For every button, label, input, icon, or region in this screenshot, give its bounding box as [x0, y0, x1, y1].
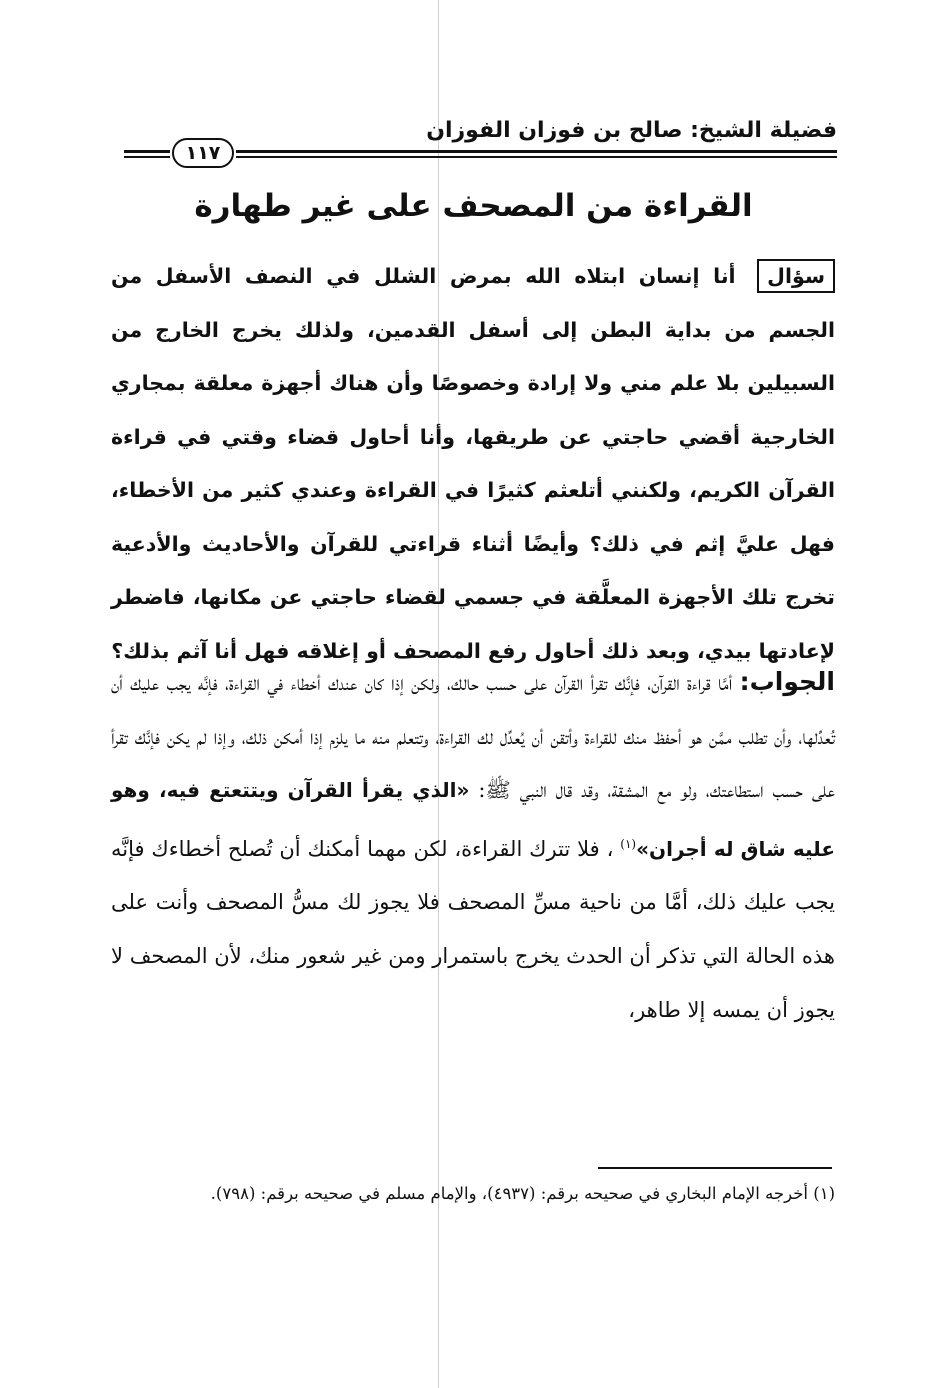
- footnote-1: (١) أخرجه الإمام البخاري في صحيحه برقم: (٤٩٣٧)، والإمام مسلم في صحيحه برقم: (٧٩٨).: [210, 1184, 835, 1203]
- page-number-badge: ١١٧: [172, 138, 234, 168]
- hadith-quote: «الذي يقرأ القرآن ويتتعتع فيه، وهو عليه شاق له أجران»: [111, 778, 835, 861]
- footnote-reference: (١): [620, 836, 637, 851]
- answer-text-part1: أمَّا قراءة القرآن، فإنَّك تقرأ القرآن على حسب حالك، ولكن إذا كان عندك أخطاء في القراءة، فإنَّه يجب عليك أن تُعدِّلها، وأن تطلب ممَّن هو أحفظ منك للقراءة وأتقن أن يُعدِّل لك القراءة، وتتعلم منه ما يلزم إذا أمكن ذلك، وإذا لم يكن فإنَّك تقرأ على حسب استطاعتك، ولو مع المشقة، وقد قال النبي ﷺ:: [111, 671, 835, 803]
- answer-text-part2: ، فلا تترك القراءة، لكن مهما أمكنك أن تُصلح أخطاءك فإنَّه يجب عليك ذلك، أمَّا من ناحية مسِّ المصحف فلا يجوز لك مسُّ المصحف وأنت على هذه الحالة التي تذكر أن الحدث يخرج باستمرار ومن غير شعور منك، لأن المصحف لا يجوز أن يمسه إلا طاهر،: [111, 836, 835, 1022]
- footnote-separator: [598, 1167, 832, 1169]
- question-paragraph: [111, 250, 835, 678]
- answer-label: الجواب:: [739, 667, 835, 696]
- question-label: سؤال: [757, 259, 835, 293]
- question-text: أنا إنسان ابتلاه الله بمرض الشلل في النصف الأسفل من الجسم من بداية البطن إلى أسفل القدمين، ولذلك يخرج الخارج من السبيلين بلا علم مني ولا إرادة وخصوصًا وأن هناك أجهزة معلقة بمجاري الخارجية أقضي حاجتي عن طريقها، وأنا أحاول قضاء وقتي في قراءة القرآن الكريم، ولكنني أتلعثم كثيرًا في القراءة وعندي كثير من الأخطاء، فهل عليَّ إثم في ذلك؟ وأيضًا أثناء قراءتي للقرآن والأحاديث والأدعية تخرج تلك الأجهزة المعلَّقة في جسمي لقضاء حاجتي عن مكانها، فاضطر لإعادتها بيدي، وبعد ذلك أحاول رفع المصحف أو إغلاقه فهل أنا آثم بذلك؟: [111, 264, 835, 663]
- header-rule-short: [124, 150, 170, 153]
- answer-paragraph: [111, 655, 835, 1037]
- section-title: القراءة من المصحف على غير طهارة: [194, 188, 753, 224]
- header-title: فضيلة الشيخ: صالح بن فوزان الفوزان: [426, 118, 837, 143]
- header-rule: [236, 150, 837, 153]
